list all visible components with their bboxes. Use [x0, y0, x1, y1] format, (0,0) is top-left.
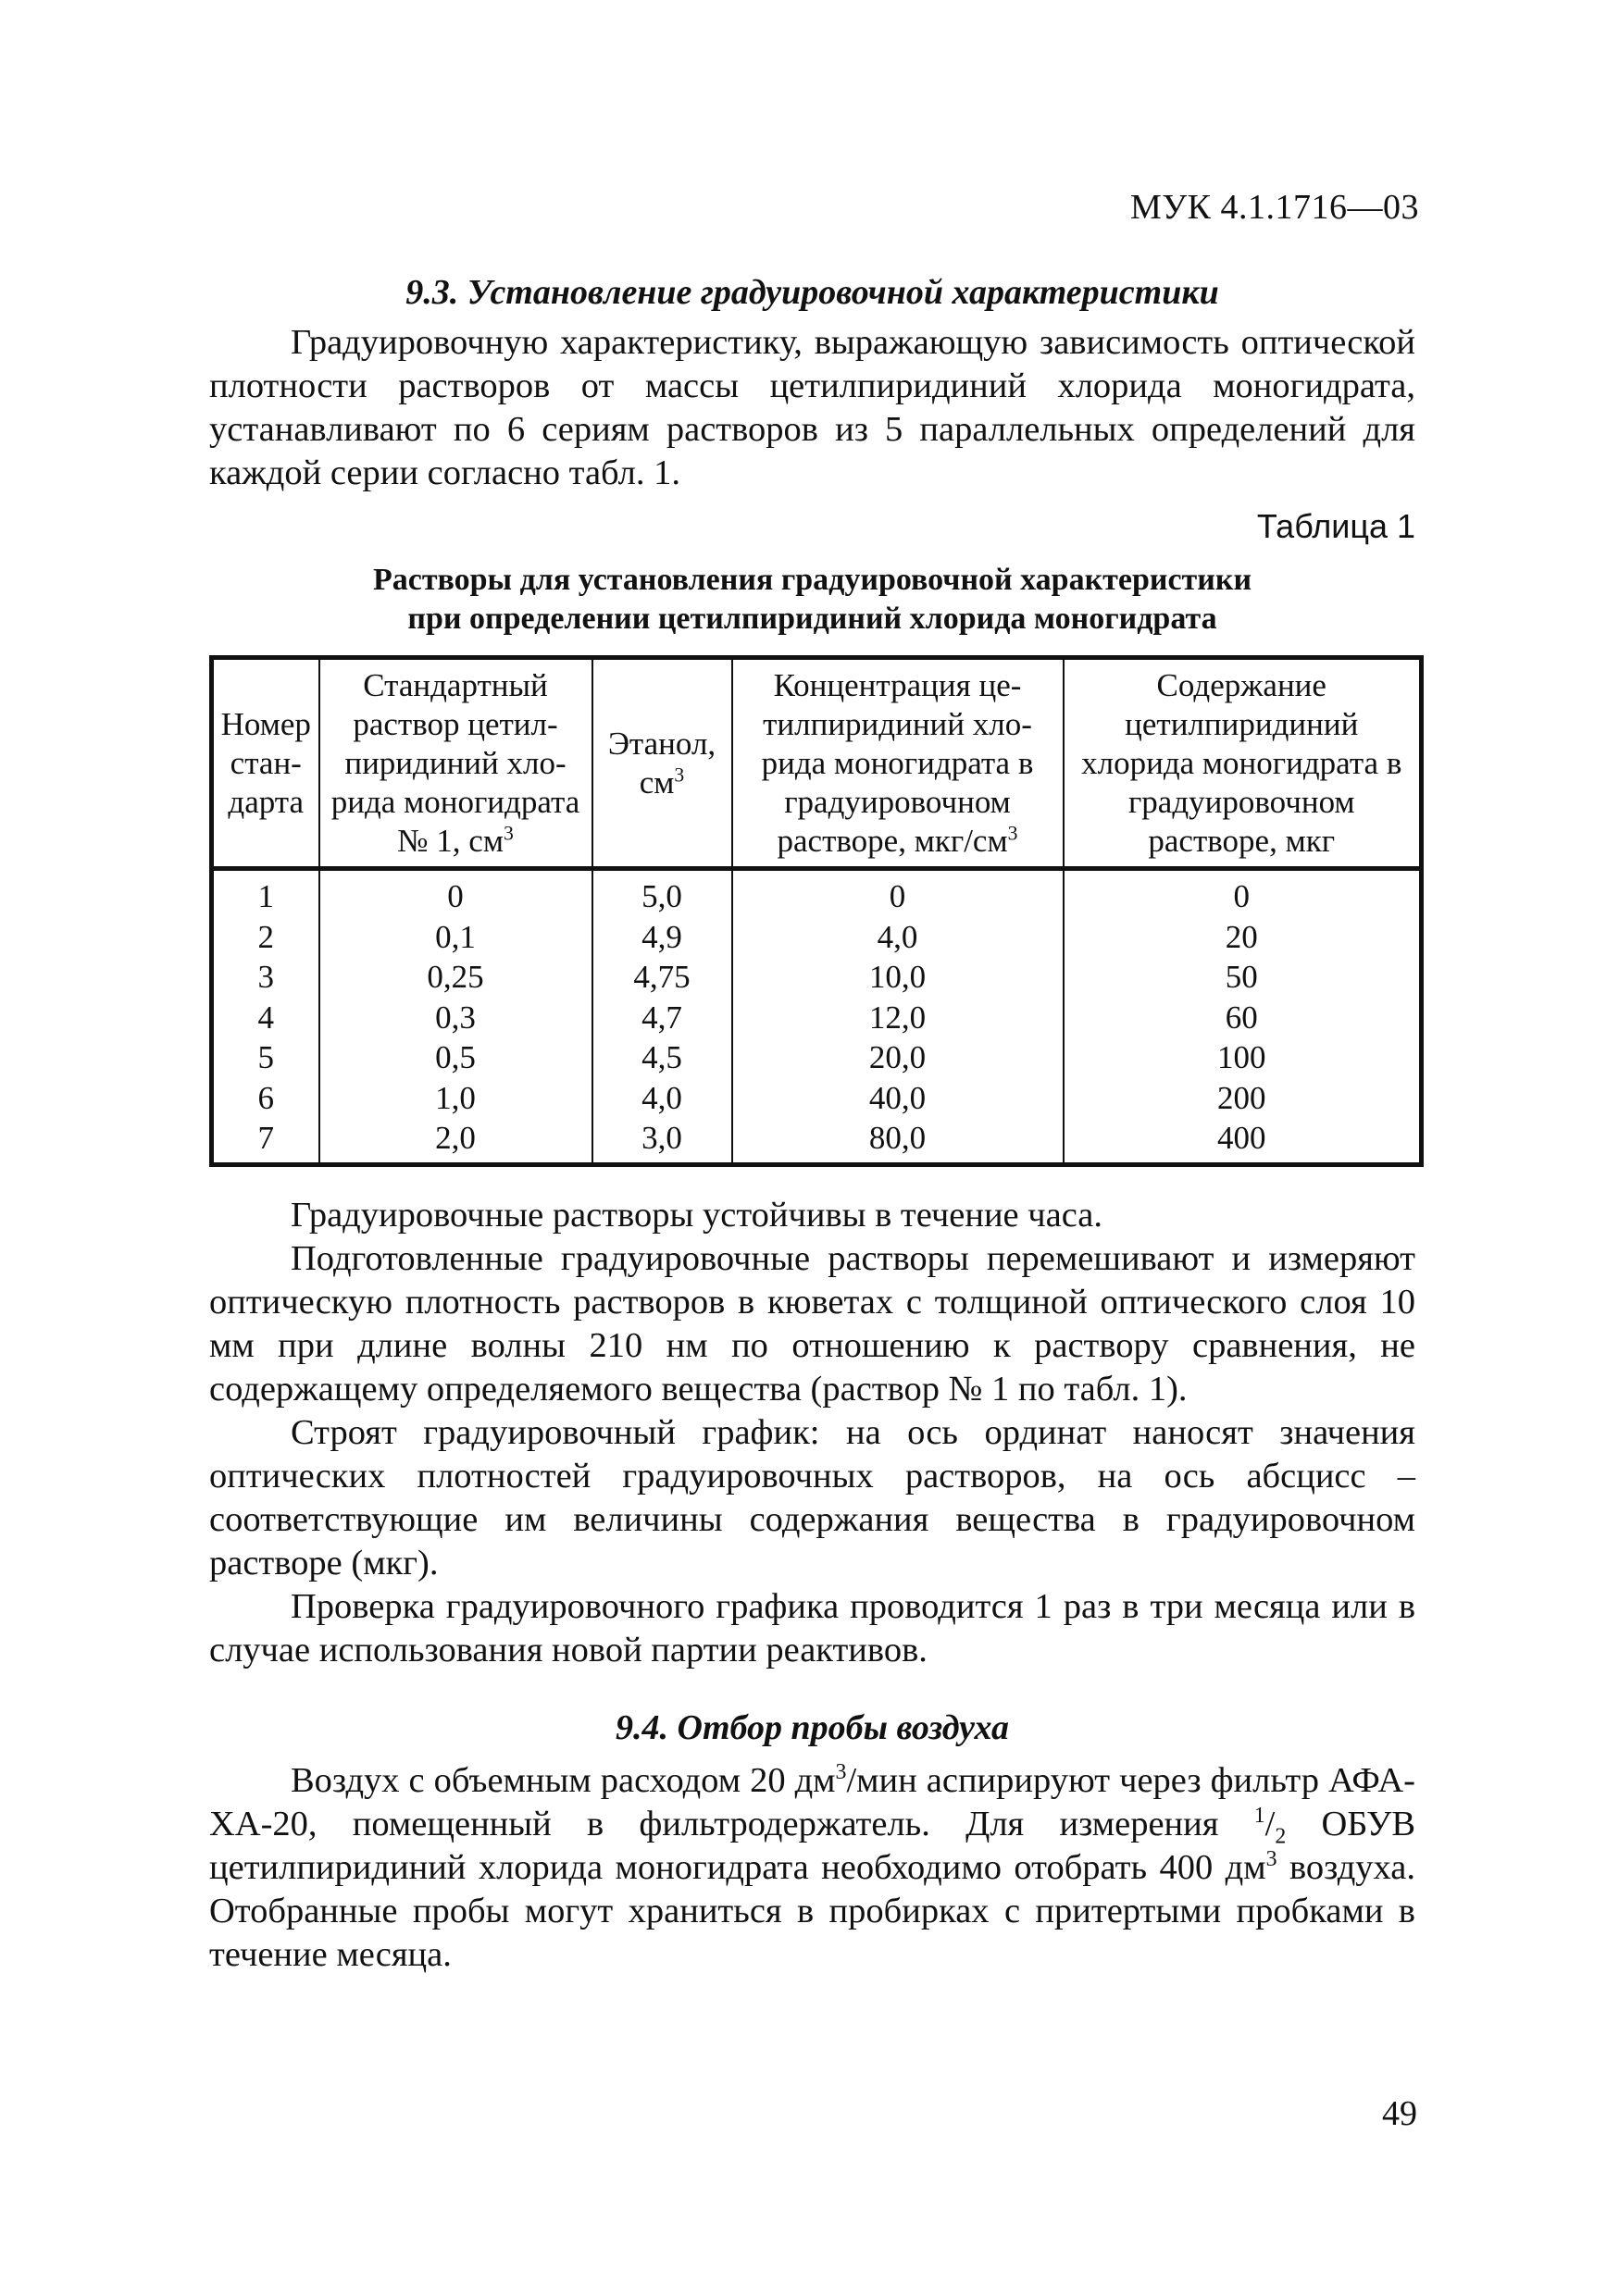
table-row — [212, 917, 1422, 958]
table-row — [212, 957, 1422, 998]
header-ethanol-unit-sup: 3 — [674, 763, 685, 787]
air-sampling-text-1: Воздух с объемным расходом 20 дм — [291, 1761, 836, 1800]
cell-concentration: 40,0 — [732, 1078, 1064, 1119]
air-sampling-sup-2: 3 — [1265, 1847, 1277, 1872]
cell-ethanol: 4,9 — [592, 917, 732, 958]
cell-content: 50 — [1064, 957, 1422, 998]
header-standard-number-text: Номер стан- дарта — [220, 706, 311, 820]
cell-standard-number: 5 — [212, 1037, 319, 1078]
cell-standard-number: 7 — [212, 1118, 319, 1164]
cell-standard-solution: 0 — [319, 869, 592, 917]
cell-concentration: 10,0 — [732, 957, 1064, 998]
cell-ethanol: 4,7 — [592, 998, 732, 1038]
header-concentration — [732, 658, 1064, 869]
intro-paragraph: Градуировочную характеристику, выражающую зависимость оптической плотности растворов от массы цетилпиридиний хлорида моногидрата, устанавливают по 6 сериям растворов из 5 параллельных определений для каждой серии согласно табл. 1. — [209, 323, 1415, 492]
paragraph-measurement: Подготовленные градуировочные растворы перемешивают и измеряют оптическую плотность растворов в кюветах с толщиной оптического слоя 10 мм при длине волны 210 нм по отношению к раствору сравнения, не содержащему определяемого вещества (раствор № 1 по табл. 1). — [209, 1239, 1415, 1409]
table-row — [212, 1118, 1422, 1164]
cell-standard-number: 4 — [212, 998, 319, 1038]
cell-standard-number: 3 — [212, 957, 319, 998]
air-sampling-text-4: воздуха. Отобранные пробы могут храниться в пробирках с притертыми пробками в течение месяца. — [209, 1848, 1415, 1974]
cell-content: 400 — [1064, 1118, 1422, 1164]
table-caption-line-1: Растворы для установления градуировочной характеристики — [372, 563, 1252, 597]
header-standard-solution — [319, 658, 592, 869]
fraction-denominator: 2 — [1275, 1824, 1287, 1849]
cell-content: 20 — [1064, 917, 1422, 958]
table-row — [212, 1078, 1422, 1119]
cell-ethanol: 3,0 — [592, 1118, 732, 1164]
cell-ethanol: 4,5 — [592, 1037, 732, 1078]
air-sampling-sup-1: 3 — [835, 1760, 847, 1785]
cell-standard-solution: 2,0 — [319, 1118, 592, 1164]
header-ethanol — [592, 658, 732, 869]
paragraph-graph-check: Проверка градуировочного графика проводится 1 раз в три месяца или в случае использования новой партии реактивов. — [209, 1587, 1415, 1669]
paragraph-graph: Строят градуировочный график: на ось ординат наносят значения оптических плотностей градуировочных растворов, на ось абсцисс – соответствующие им величины содержания вещества в градуировочном растворе (мкг). — [209, 1413, 1415, 1582]
table-row — [212, 998, 1422, 1038]
cell-standard-solution: 0,1 — [319, 917, 592, 958]
cell-standard-number: 6 — [212, 1078, 319, 1119]
header-content — [1064, 658, 1422, 869]
table-caption — [209, 561, 1415, 639]
paragraph-stability: Градуировочные растворы устойчивы в течение часа. — [291, 1196, 1102, 1235]
cell-concentration: 80,0 — [732, 1118, 1064, 1164]
header-concentration-unit-sup: 3 — [1007, 822, 1018, 845]
table-row — [212, 1037, 1422, 1078]
page-number: 49 — [1382, 2094, 1417, 2133]
fraction-numerator: 1 — [1253, 1804, 1265, 1829]
cell-concentration: 4,0 — [732, 917, 1064, 958]
cell-standard-solution: 0,3 — [319, 998, 592, 1038]
cell-standard-solution: 0,5 — [319, 1037, 592, 1078]
cell-ethanol: 4,75 — [592, 957, 732, 998]
cell-concentration: 0 — [732, 869, 1064, 917]
table-header-row — [212, 658, 1422, 869]
cell-content: 200 — [1064, 1078, 1422, 1119]
cell-content: 100 — [1064, 1037, 1422, 1078]
cell-standard-solution: 0,25 — [319, 957, 592, 998]
cell-standard-solution: 1,0 — [319, 1078, 592, 1119]
table-caption-line-2: при определении цетилпиридиний хлорида моногидрата — [407, 602, 1217, 636]
cell-standard-number: 2 — [212, 917, 319, 958]
calibration-table — [209, 655, 1424, 1167]
cell-standard-number: 1 — [212, 869, 319, 917]
section-title-9-4: 9.4. Отбор пробы воздуха — [616, 1708, 1009, 1747]
cell-concentration: 12,0 — [732, 998, 1064, 1038]
cell-concentration: 20,0 — [732, 1037, 1064, 1078]
cell-content: 0 — [1064, 869, 1422, 917]
cell-ethanol: 4,0 — [592, 1078, 732, 1119]
paragraph-air-sampling — [209, 1759, 1415, 1977]
header-concentration-text: Концентрация це- тилпиридиний хло- рида моногидрата в градуировочном растворе, мкг/см — [761, 667, 1034, 859]
air-sampling-text-3: ОБУВ цетилпиридиний хлорида моногидрата необходимо отобрать 400 дм — [209, 1805, 1416, 1887]
cell-ethanol: 5,0 — [592, 869, 732, 917]
table-row — [212, 869, 1422, 917]
cell-content: 60 — [1064, 998, 1422, 1038]
fraction-slash: / — [1264, 1805, 1276, 1843]
header-standard-number — [212, 658, 319, 869]
section-title-9-3: 9.3. Установление градуировочной характеристики — [405, 273, 1219, 312]
header-standard-solution-text: Стандартный раствор цетил- пиридиний хло- рида моногидрата № 1, см — [330, 667, 580, 859]
header-ethanol-text: Этанол, см — [607, 726, 716, 800]
document-code: МУК 4.1.1716—03 — [1129, 188, 1419, 227]
header-standard-solution-unit-sup: 3 — [503, 822, 514, 845]
header-content-text: Содержание цетилпиридиний хлорида моногидрата в градуировочном растворе, мкг — [1081, 667, 1402, 859]
table-label: Таблица 1 — [1256, 507, 1415, 545]
air-sampling-text-2: /мин аспирируют через фильтр АФА-ХА-20, помещенный в фильтродержатель. Для измерения — [209, 1761, 1415, 1843]
